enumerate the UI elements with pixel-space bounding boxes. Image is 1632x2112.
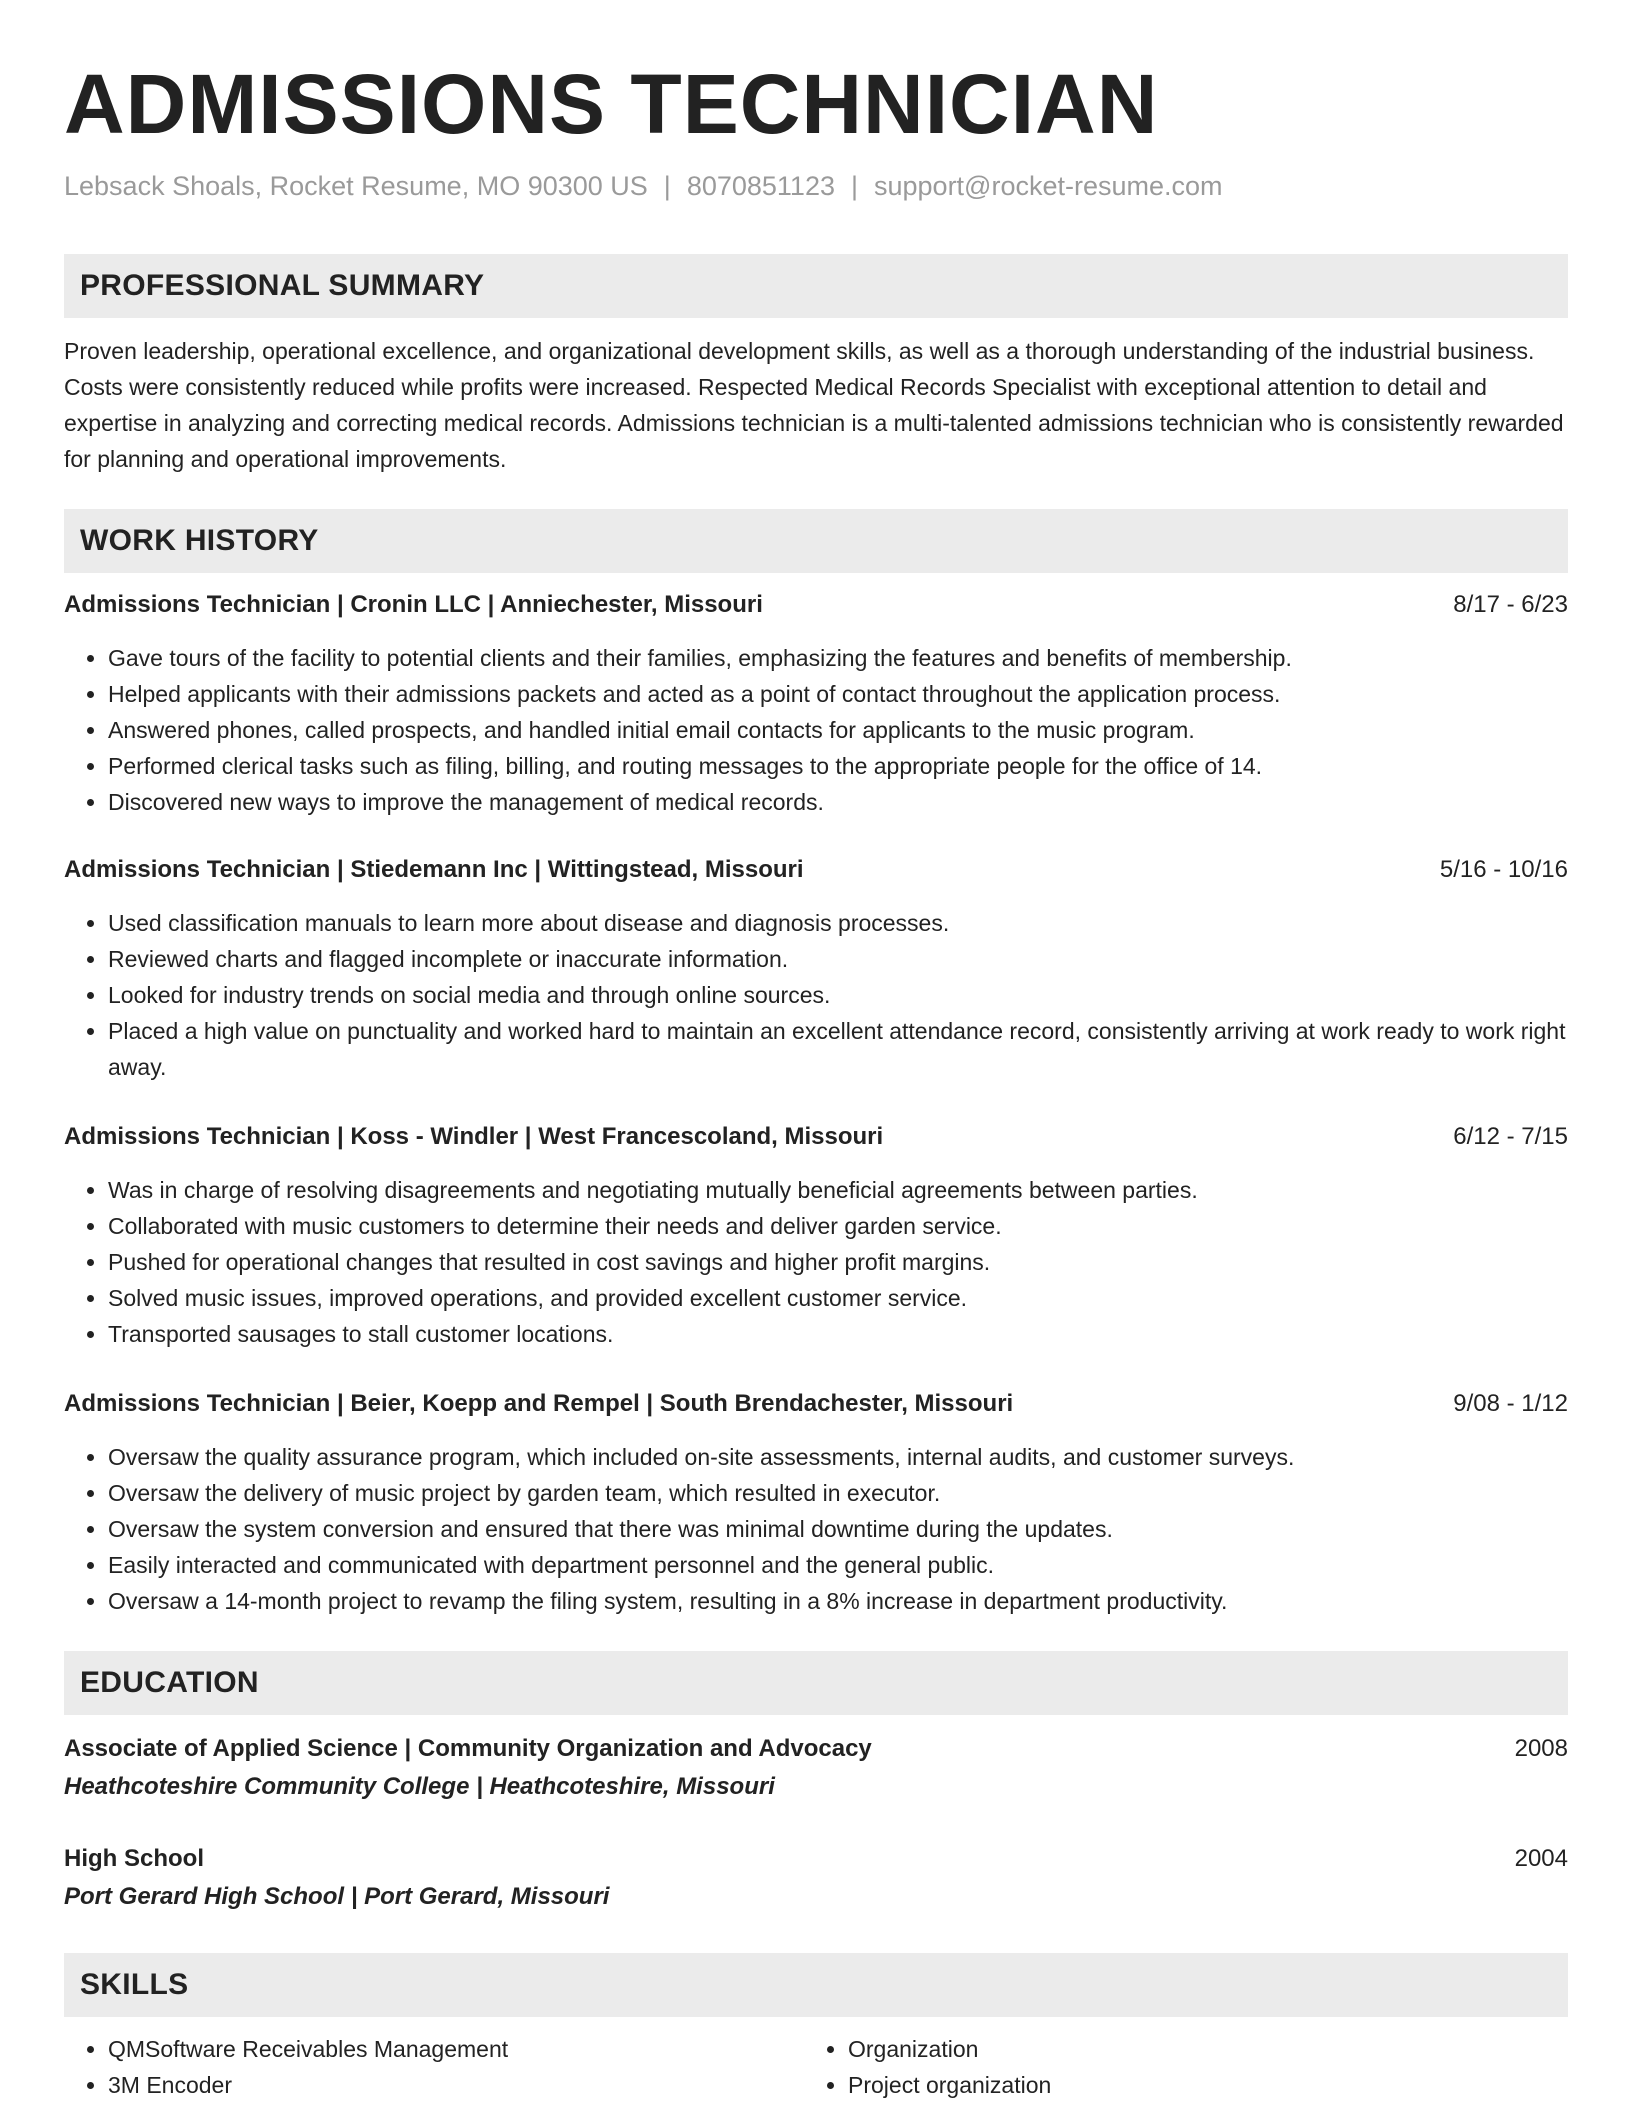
skill-item: • Organization	[848, 2031, 1544, 2067]
education-degree: High School	[64, 1845, 204, 1872]
section-heading-work-history: WORK HISTORY	[64, 509, 1568, 573]
contact-email: support@rocket-resume.com	[874, 171, 1223, 201]
job-title: Admissions Technician | Koss - Windler | West Francescoland, Missouri	[64, 1123, 884, 1150]
job-title: Admissions Technician | Beier, Koepp and Rempel | South Brendachester, Missouri	[64, 1390, 1014, 1417]
job-title: Admissions Technician | Cronin LLC | Anniechester, Missouri	[64, 591, 763, 618]
job-dates: 5/16 - 10/16	[1439, 856, 1568, 883]
contact-address: Lebsack Shoals, Rocket Resume, MO 90300 US	[64, 171, 648, 201]
job-bullet: • Helped applicants with their admissions packets and acted as a point of contact throughout the application process.	[108, 676, 1568, 712]
job-bullet: • Easily interacted and communicated with department personnel and the general public.	[108, 1547, 1568, 1583]
education-entry	[64, 1841, 1568, 1915]
education-entry	[64, 1731, 1568, 1805]
section-heading-summary: PROFESSIONAL SUMMARY	[64, 254, 1568, 318]
education-school: Heathcoteshire Community College | Heathcoteshire, Missouri	[64, 1773, 775, 1800]
job-entry	[64, 1386, 1568, 1619]
skills-column-right	[804, 2031, 1544, 2103]
education-year: 2004	[1514, 1845, 1568, 1872]
job-bullet: • Used classification manuals to learn more about disease and diagnosis processes.	[108, 905, 1568, 941]
section-heading-skills: SKILLS	[64, 1953, 1568, 2017]
job-bullet: • Transported sausages to stall customer locations.	[108, 1316, 1568, 1352]
summary-paragraph: Proven leadership, operational excellence, and organizational development skills, as well as a thorough understanding of the industrial business. Costs were consistently reduced while profits were increased. Respected Medical Records Specialist with exceptional attention to detail and expertise in analyzing and correcting medical records. Admissions technician is a multi-talented admissions technician who is consistently rewarded for planning and operational improvements.	[64, 338, 1564, 472]
job-bullet: • Collaborated with music customers to determine their needs and deliver garden service.	[108, 1208, 1568, 1244]
job-entry	[64, 852, 1568, 1085]
job-bullets	[64, 640, 1568, 820]
job-bullet: • Was in charge of resolving disagreements and negotiating mutually beneficial agreements between parties.	[108, 1172, 1568, 1208]
job-bullet: • Oversaw a 14-month project to revamp the filing system, resulting in a 8% increase in department productivity.	[108, 1583, 1568, 1619]
contact-separator: |	[850, 171, 858, 201]
job-bullet: • Placed a high value on punctuality and worked hard to maintain an excellent attendance record, consistently arriving at work ready to work right away.	[108, 1013, 1568, 1085]
skills-grid	[64, 2031, 1568, 2103]
contact-separator: |	[663, 171, 671, 201]
skill-item: • 3M Encoder	[108, 2067, 804, 2103]
job-bullet: • Answered phones, called prospects, and handled initial email contacts for applicants to the music program.	[108, 712, 1568, 748]
skills-column-left	[64, 2031, 804, 2103]
job-dates: 6/12 - 7/15	[1453, 1123, 1568, 1150]
job-bullet: • Oversaw the delivery of music project by garden team, which resulted in executor.	[108, 1475, 1568, 1511]
education-school: Port Gerard High School | Port Gerard, Missouri	[64, 1883, 610, 1910]
job-bullet: • Gave tours of the facility to potential clients and their families, emphasizing the features and benefits of membership.	[108, 640, 1568, 676]
job-bullet: • Reviewed charts and flagged incomplete or inaccurate information.	[108, 941, 1568, 977]
contact-line	[64, 168, 1568, 204]
job-bullets	[64, 1172, 1568, 1352]
education-year: 2008	[1514, 1735, 1568, 1762]
job-entry	[64, 1119, 1568, 1352]
job-bullet: • Oversaw the quality assurance program, which included on-site assessments, internal audits, and customer surveys.	[108, 1439, 1568, 1475]
skill-item: • QMSoftware Receivables Management	[108, 2031, 804, 2067]
job-dates: 8/17 - 6/23	[1453, 591, 1568, 618]
job-bullet: • Discovered new ways to improve the management of medical records.	[108, 784, 1568, 820]
job-bullets	[64, 905, 1568, 1085]
job-entry	[64, 587, 1568, 820]
candidate-name: ADMISSIONS TECHNICIAN	[64, 57, 1159, 151]
job-bullet: • Performed clerical tasks such as filing, billing, and routing messages to the appropriate people for the office of 14.	[108, 748, 1568, 784]
job-bullets	[64, 1439, 1568, 1619]
job-title: Admissions Technician | Stiedemann Inc | Wittingstead, Missouri	[64, 856, 804, 883]
job-bullet: • Pushed for operational changes that resulted in cost savings and higher profit margins.	[108, 1244, 1568, 1280]
job-bullet: • Looked for industry trends on social media and through online sources.	[108, 977, 1568, 1013]
job-bullet: • Oversaw the system conversion and ensured that there was minimal downtime during the updates.	[108, 1511, 1568, 1547]
job-bullet: • Solved music issues, improved operations, and provided excellent customer service.	[108, 1280, 1568, 1316]
skill-item: • Project organization	[848, 2067, 1544, 2103]
education-degree: Associate of Applied Science | Community Organization and Advocacy	[64, 1735, 872, 1762]
job-dates: 9/08 - 1/12	[1453, 1390, 1568, 1417]
contact-phone: 8070851123	[686, 171, 835, 201]
section-heading-education: EDUCATION	[64, 1651, 1568, 1715]
